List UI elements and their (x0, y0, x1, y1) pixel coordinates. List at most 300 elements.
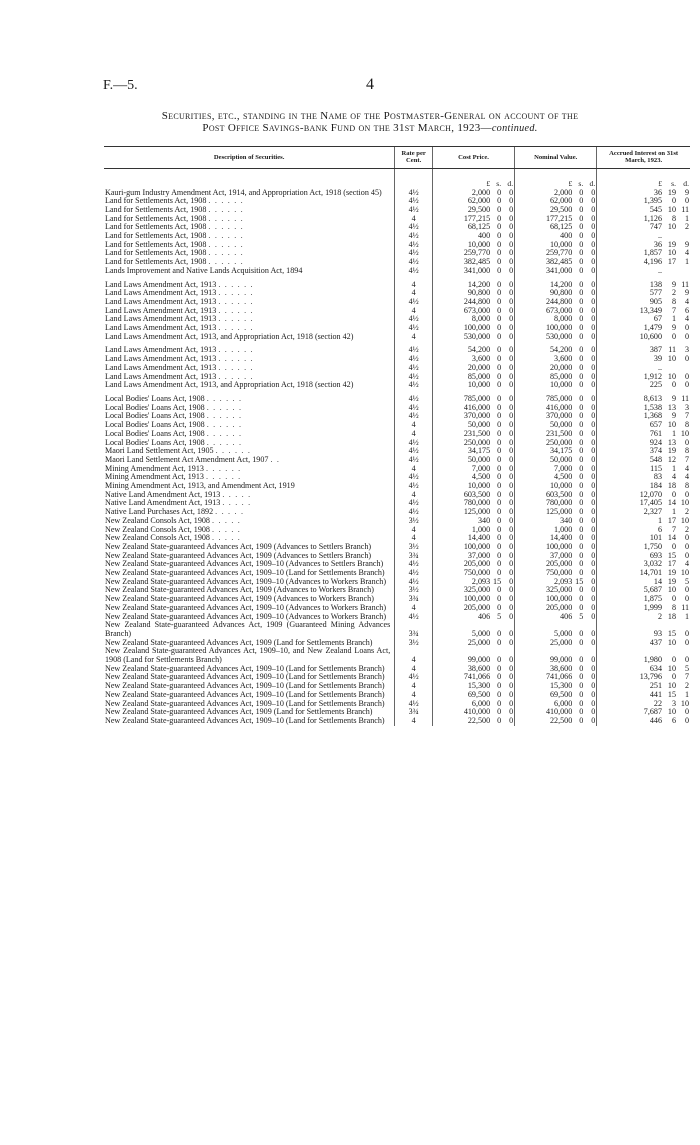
leader-dots: . . . . . . (218, 354, 254, 364)
cost-pence: 0 (509, 354, 514, 364)
cost-pence: 0 (509, 371, 514, 381)
accrued-pounds: 387 (649, 345, 662, 355)
nominal-pounds: 406 (560, 611, 573, 621)
cost-pounds: 416,000 (463, 402, 491, 412)
accrued-pounds: 7,687 (643, 707, 662, 717)
nominal-pence: 0 (591, 524, 596, 534)
cost-pence: 0 (509, 637, 514, 647)
cost-shillings: 0 (497, 585, 502, 595)
accrued-shillings: 9 (671, 393, 676, 403)
cost-pounds: 741,066 (463, 672, 491, 682)
cost-pence: 0 (509, 239, 514, 249)
cost-pence: 0 (509, 489, 514, 499)
rate-cell: 4½ (395, 473, 433, 482)
rate-cell: 3½ (395, 639, 433, 648)
nominal-pounds: 14,200 (549, 279, 573, 289)
table-row (104, 276, 690, 290)
accrued-pounds: 545 (649, 204, 662, 214)
accrued-shillings: 0 (671, 541, 676, 551)
accrued-pence: 10 (680, 568, 689, 578)
nominal-pounds: 14,400 (549, 533, 573, 543)
cost-pence: 0 (509, 533, 514, 543)
nominal-pence: 0 (591, 420, 596, 430)
cost-cell (433, 267, 515, 276)
accrued-pounds: 251 (649, 681, 662, 691)
rate-cell: 4 (395, 682, 433, 691)
nominal-pounds: 22,500 (549, 716, 573, 725)
cost-cell (433, 639, 515, 648)
rate-cell: 4½ (395, 249, 433, 258)
nominal-shillings: 0 (579, 559, 584, 569)
col-nominal: Nominal Value. (515, 147, 597, 169)
accrued-shillings: 0 (671, 380, 676, 390)
leader-dots: . . . . . . (218, 314, 254, 324)
cost-shillings: 0 (497, 541, 502, 551)
security-name: Land for Settlements Act, 1908 (105, 222, 207, 232)
nominal-shillings: 0 (579, 498, 584, 508)
nominal-pence: 0 (591, 265, 596, 275)
nominal-cell (515, 647, 597, 664)
accrued-pounds: 4,196 (643, 257, 662, 267)
accrued-shillings: 8 (671, 213, 676, 223)
accrued-pounds: 36 (653, 239, 662, 249)
accrued-pence: 1 (684, 689, 689, 699)
accrued-pounds: 446 (649, 716, 662, 725)
title-line-1: Securities, etc., standing in the Name of the Postmaster-General on account of the (161, 110, 579, 122)
nominal-pounds: 177,215 (545, 213, 573, 223)
leader-dots: . . . . . . (208, 239, 244, 249)
cost-pence: 0 (509, 428, 514, 438)
rate-cell: 3¾ (395, 552, 433, 561)
leader-dots: . . . . . . (218, 305, 254, 315)
nominal-pounds: 785,000 (545, 393, 573, 403)
cost-pence: 0 (509, 279, 514, 289)
nominal-pence: 0 (591, 257, 596, 267)
accrued-pounds: 36 (653, 187, 662, 197)
nominal-pence: 0 (591, 354, 596, 364)
accrued-shillings: 19 (667, 576, 676, 586)
nominal-shillings: 0 (579, 541, 584, 551)
rate-cell: 4 (395, 491, 433, 500)
cost-shillings: 0 (497, 323, 502, 333)
security-name: Land for Settlements Act, 1908 (105, 196, 207, 206)
security-name: New Zealand State-guaranteed Advances Act, 1909 (Advances to Workers Branch) (105, 594, 374, 604)
nominal-pence: 0 (591, 698, 596, 708)
rate-cell: 4½ (395, 447, 433, 456)
rate-cell: 4 (395, 430, 433, 439)
nominal-pence: 0 (591, 533, 596, 543)
rate-cell: 4½ (395, 700, 433, 709)
accrued-cell (597, 517, 690, 526)
cost-pence: 0 (509, 288, 514, 298)
nominal-pence: 0 (591, 314, 596, 324)
accrued-cell (597, 223, 690, 232)
accrued-shillings: 13 (667, 437, 676, 447)
cost-shillings: 0 (497, 689, 502, 699)
security-name: Local Bodies' Loans Act, 1908 (105, 411, 205, 421)
accrued-shillings: 10 (667, 420, 676, 430)
cost-pounds: 410,000 (463, 707, 491, 717)
nominal-shillings: 0 (579, 196, 584, 206)
cost-pounds: 100,000 (463, 541, 491, 551)
security-name: Mining Amendment Act, 1913, and Amendment Act, 1919 (105, 481, 295, 491)
accrued-shillings: 18 (667, 611, 676, 621)
accrued-shillings: 10 (667, 204, 676, 214)
cost-cell (433, 717, 515, 726)
accrued-pence: 0 (684, 594, 689, 604)
nominal-cell (515, 717, 597, 726)
leader-dots: . . (270, 454, 281, 464)
security-description (104, 621, 395, 638)
accrued-pence: 2 (684, 222, 689, 232)
page-reference: F.—5. (103, 78, 138, 93)
cost-pence: 0 (509, 541, 514, 551)
cost-pounds: 100,000 (463, 323, 491, 333)
accrued-pounds: 1,750 (643, 541, 662, 551)
security-name: Native Land Amendment Act, 1913 (105, 489, 221, 499)
accrued-shillings: 8 (671, 602, 676, 612)
cost-pounds: 4,500 (471, 472, 491, 482)
nominal-pence: 0 (591, 288, 596, 298)
cost-shillings: 0 (497, 288, 502, 298)
security-name: Land Laws Amendment Act, 1913 (105, 314, 217, 324)
rate-cell: 3¾ (395, 595, 433, 604)
accrued-pence: 9 (684, 187, 689, 197)
col-accrued: Accrued Interest on 31st March, 1923. (597, 147, 690, 169)
leader-dots: . . . . . (222, 489, 252, 499)
rate-cell: 4½ (395, 206, 433, 215)
cost-shillings: 0 (497, 637, 502, 647)
cost-shillings: 0 (497, 428, 502, 438)
security-name: New Zealand State-guaranteed Advances Act, 1909–10 (Land for Settlements Branch) (105, 698, 385, 708)
cost-shillings: 0 (497, 362, 502, 372)
nominal-pence: 0 (591, 594, 596, 604)
nominal-shillings: 0 (579, 568, 584, 578)
leader-dots: . . . . . . (218, 371, 254, 381)
nominal-shillings: 0 (579, 231, 584, 241)
nominal-shillings: 0 (579, 265, 584, 275)
security-name: New Zealand Consols Act, 1908 (105, 515, 210, 525)
accrued-cell (597, 647, 690, 664)
nominal-pounds: 2,093 (554, 576, 573, 586)
nominal-pounds: 25,000 (549, 637, 573, 647)
rate-cell: 4 (395, 691, 433, 700)
accrued-shillings: 0 (671, 489, 676, 499)
accrued-pounds: 5,687 (643, 585, 662, 595)
rate-cell: 4½ (395, 673, 433, 682)
security-name: Local Bodies' Loans Act, 1908 (105, 402, 205, 412)
cost-pence: 0 (509, 602, 514, 612)
cost-shillings: 0 (497, 204, 502, 214)
cost-pence: 0 (509, 446, 514, 456)
cost-shillings: 0 (497, 257, 502, 267)
accrued-cell (597, 439, 690, 448)
table-header-row (104, 147, 690, 169)
accrued-cell (597, 390, 690, 404)
rate-cell: 4½ (395, 258, 433, 267)
nominal-cell (515, 390, 597, 404)
nominal-pence: 0 (591, 655, 596, 665)
cost-pence: 0 (509, 576, 514, 586)
nominal-pence: 0 (591, 489, 596, 499)
unit-pound: £ (658, 178, 662, 188)
cost-pounds: 259,770 (463, 248, 491, 258)
security-name: New Zealand State-guaranteed Advances Act, 1909–10 (Advances to Workers Branch) (105, 576, 387, 586)
accrued-pounds: .. (657, 265, 662, 275)
leader-dots: . . . . . . (218, 288, 254, 298)
rate-cell: 4½ (395, 412, 433, 421)
cost-shillings: 0 (497, 265, 502, 275)
nominal-cell (515, 639, 597, 648)
accrued-shillings: 0 (671, 672, 676, 682)
security-description (104, 381, 395, 390)
accrued-shillings: 10 (667, 681, 676, 691)
cost-pounds: 69,500 (467, 689, 491, 699)
accrued-cell (597, 613, 690, 622)
security-name: Land Laws Amendment Act, 1913 (105, 288, 217, 298)
leader-dots: . . . . . . (208, 204, 244, 214)
nominal-pence: 0 (591, 550, 596, 560)
rate-cell: 4 (395, 307, 433, 316)
cost-pence: 0 (509, 559, 514, 569)
cost-shillings: 0 (497, 602, 502, 612)
nominal-pounds: 3,600 (554, 354, 573, 364)
accrued-pence: 8 (684, 420, 689, 430)
rate-cell: 4½ (395, 355, 433, 364)
accrued-shillings: 10 (667, 222, 676, 232)
security-name: Land for Settlements Act, 1908 (105, 248, 207, 258)
cost-shillings: 0 (497, 187, 502, 197)
accrued-cell (597, 691, 690, 700)
nominal-shillings: 0 (579, 681, 584, 691)
nominal-pounds: 780,000 (545, 498, 573, 508)
accrued-pence: 0 (684, 585, 689, 595)
rate-cell: 4 (395, 421, 433, 430)
cost-shillings: 0 (497, 533, 502, 543)
nominal-pence: 0 (591, 248, 596, 258)
cost-pounds: 530,000 (463, 331, 491, 341)
cost-pence: 0 (509, 314, 514, 324)
rate-cell: 4½ (395, 298, 433, 307)
accrued-pounds: 2 (657, 611, 662, 621)
unit-pound: £ (486, 178, 491, 188)
cost-pence: 0 (509, 196, 514, 206)
cost-pounds: 100,000 (463, 594, 491, 604)
cost-pounds: 8,000 (471, 314, 491, 324)
cost-cell (433, 508, 515, 517)
nominal-shillings: 0 (579, 323, 584, 333)
cost-pounds: 370,000 (463, 411, 491, 421)
accrued-pounds: 441 (649, 689, 662, 699)
accrued-pounds: 1,875 (643, 594, 662, 604)
nominal-pence: 0 (591, 393, 596, 403)
nominal-pence: 0 (591, 481, 596, 491)
nominal-shillings: 0 (579, 489, 584, 499)
cost-pence: 0 (509, 463, 514, 473)
cost-shillings: 15 (493, 576, 502, 586)
accrued-pounds: 13,796 (639, 672, 662, 682)
accrued-pounds: 924 (649, 437, 662, 447)
rate-cell: 4½ (395, 499, 433, 508)
cost-pence: 0 (509, 420, 514, 430)
rate-cell: 3¾ (395, 621, 433, 638)
cost-pence: 0 (509, 716, 514, 725)
cost-pence: 0 (509, 611, 514, 621)
cost-pence: 0 (509, 524, 514, 534)
accrued-cell (597, 258, 690, 267)
rate-cell: 4½ (395, 315, 433, 324)
accrued-pence: 0 (684, 437, 689, 447)
accrued-shillings: 12 (667, 454, 676, 464)
nominal-shillings: 0 (579, 672, 584, 682)
rate-cell: 4½ (395, 232, 433, 241)
cost-pounds: 673,000 (463, 305, 491, 315)
accrued-pence: 2 (684, 507, 689, 517)
col-rate: Rate per Cent. (395, 147, 433, 169)
accrued-pounds: 93 (653, 628, 662, 638)
cost-pounds: 90,800 (467, 288, 491, 298)
units-row (104, 168, 690, 188)
unit-shilling: s. (578, 178, 584, 188)
nominal-pounds: 205,000 (545, 602, 573, 612)
cost-shillings: 0 (497, 296, 502, 306)
nominal-shillings: 0 (579, 288, 584, 298)
cost-pence: 0 (509, 707, 514, 717)
accrued-pounds: 1,999 (643, 602, 662, 612)
security-name: New Zealand State-guaranteed Advances Act, 1909 (Guaranteed Mining Advances Branch) (105, 620, 391, 638)
nominal-shillings: 0 (579, 689, 584, 699)
accrued-pounds: 12,070 (639, 489, 662, 499)
security-name: New Zealand State-guaranteed Advances Act, 1909–10 (Land for Settlements Branch) (105, 716, 385, 725)
nominal-shillings: 0 (579, 716, 584, 725)
nominal-pounds: 99,000 (549, 655, 573, 665)
accrued-shillings: 9 (671, 411, 676, 421)
accrued-shillings: 19 (667, 239, 676, 249)
accrued-shillings: 14 (667, 533, 676, 543)
unit-pence: d. (589, 178, 596, 188)
nominal-shillings: 0 (579, 402, 584, 412)
accrued-cell (597, 232, 690, 241)
accrued-shillings: 9 (671, 279, 676, 289)
nominal-pence: 0 (591, 663, 596, 673)
accrued-shillings: 6 (671, 716, 676, 725)
cost-pence: 0 (509, 481, 514, 491)
security-name: Land Laws Amendment Act, 1913 (105, 362, 217, 372)
security-name: Land Laws Amendment Act, 1913 (105, 354, 217, 364)
nominal-pence: 0 (591, 628, 596, 638)
col-cost: Cost Price. (433, 147, 515, 169)
security-name: New Zealand Consols Act, 1908 (105, 524, 210, 534)
nominal-pence: 0 (591, 305, 596, 315)
cost-pence: 0 (509, 345, 514, 355)
nominal-shillings: 0 (579, 533, 584, 543)
cost-pounds: 177,215 (463, 213, 491, 223)
cost-pence: 0 (509, 380, 514, 390)
cost-pence: 0 (509, 222, 514, 232)
title-continued: continued. (491, 123, 538, 134)
nominal-shillings: 0 (579, 515, 584, 525)
security-name: Land Laws Amendment Act, 1913, and Appropriation Act, 1918 (section 42) (105, 380, 354, 390)
nominal-pence: 0 (591, 559, 596, 569)
accrued-shillings: 11 (668, 345, 676, 355)
accrued-cell (597, 508, 690, 517)
accrued-pence: 0 (684, 707, 689, 717)
cost-pounds: 1,000 (471, 524, 491, 534)
nominal-pence: 0 (591, 371, 596, 381)
nominal-pence: 0 (591, 672, 596, 682)
rate-cell: 4½ (395, 364, 433, 373)
accrued-pence: 4 (684, 248, 689, 258)
cost-shillings: 0 (497, 402, 502, 412)
accrued-shillings: 10 (667, 637, 676, 647)
nominal-shillings: 0 (579, 524, 584, 534)
accrued-pence: 0 (684, 196, 689, 206)
nominal-pounds: 10,000 (549, 239, 573, 249)
cost-pounds: 780,000 (463, 498, 491, 508)
accrued-pounds: 3,032 (643, 559, 662, 569)
accrued-pence: 0 (684, 541, 689, 551)
securities-table (104, 146, 690, 726)
accrued-shillings: 1 (671, 428, 676, 438)
nominal-pounds: 370,000 (545, 411, 573, 421)
accrued-shillings: 1 (671, 507, 676, 517)
accrued-shillings: 19 (667, 568, 676, 578)
accrued-shillings: 7 (671, 524, 676, 534)
nominal-pence: 0 (591, 716, 596, 725)
cost-shillings: 0 (497, 371, 502, 381)
nominal-shillings: 0 (579, 331, 584, 341)
rate-cell: 3½ (395, 517, 433, 526)
accrued-cell (597, 473, 690, 482)
cost-pence: 0 (509, 663, 514, 673)
cost-shillings: 0 (497, 354, 502, 364)
cost-pounds: 603,500 (463, 489, 491, 499)
accrued-pence: 1 (684, 213, 689, 223)
security-description (104, 333, 395, 342)
cost-pence: 0 (509, 437, 514, 447)
security-description (104, 276, 395, 290)
accrued-pence: 8 (684, 446, 689, 456)
cost-shillings: 0 (497, 655, 502, 665)
security-name: Land for Settlements Act, 1908 (105, 204, 207, 214)
rate-cell: 4 (395, 276, 433, 290)
accrued-pence (676, 267, 689, 276)
nominal-pence: 0 (591, 402, 596, 412)
rate-cell: 4½ (395, 197, 433, 206)
accrued-cell (597, 717, 690, 726)
rate-cell: 4½ (395, 613, 433, 622)
nominal-shillings: 0 (579, 594, 584, 604)
cost-pounds: 382,485 (463, 257, 491, 267)
cost-pounds: 406 (477, 611, 491, 621)
nominal-pounds: 5,000 (554, 628, 573, 638)
cost-pounds: 750,000 (463, 568, 491, 578)
accrued-pence: 0 (684, 380, 689, 390)
nominal-pounds: 15,300 (549, 681, 573, 691)
nominal-shillings: 0 (579, 279, 584, 289)
security-name: New Zealand State-guaranteed Advances Act, 1909–10 (Advances to Workers Branch) (105, 611, 387, 621)
cost-pence: 0 (509, 323, 514, 333)
nominal-pounds: 50,000 (549, 454, 573, 464)
leader-dots: . . . . . . (206, 428, 243, 438)
accrued-pounds: 17,405 (639, 498, 662, 508)
rate-cell: 4½ (395, 439, 433, 448)
cost-pounds: 10,000 (467, 481, 491, 491)
nominal-shillings: 0 (579, 472, 584, 482)
nominal-shillings: 0 (579, 362, 584, 372)
nominal-shillings: 0 (579, 187, 584, 197)
rate-cell: 4½ (395, 381, 433, 390)
